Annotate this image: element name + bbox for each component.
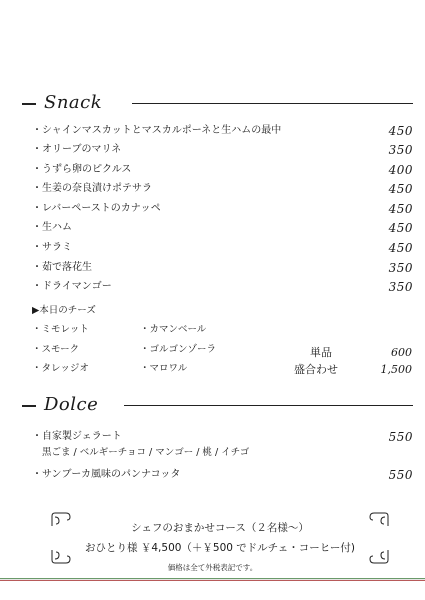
dolce-section-header [22, 394, 413, 418]
cheese-item: ・ミモレット [32, 324, 89, 335]
item-price: 400 [388, 163, 413, 177]
gelato-flavors: 黒ごま / ベルギーチョコ / マンゴー / 桃 / イチゴ [42, 447, 250, 458]
item-name: ・うずら卵のピクルス [32, 164, 132, 175]
snack-section-header [22, 92, 413, 116]
cheese-assort-label: 盛合わせ [294, 363, 338, 376]
menu-item [32, 279, 413, 295]
tax-note: 価格は全て外税表記です。 [167, 563, 258, 572]
header-dash [22, 405, 36, 407]
item-price: 450 [388, 182, 413, 196]
item-name: ・自家製ジェラート [32, 431, 122, 442]
item-name: ・茹で落花生 [32, 262, 92, 273]
cheese-assort-price: 1,500 [380, 363, 412, 376]
item-name: ・シャインマスカットとマスカルポーネと生ハムの最中 [32, 125, 282, 136]
snack-title: Snack [44, 92, 103, 113]
course-price: おひとり様 ￥4,500（＋￥500 でドルチェ・コーヒー付) [85, 542, 355, 554]
cheese-item: ・マロワル [140, 363, 188, 374]
item-name: ・オリーブのマリネ [32, 144, 122, 155]
item-name: ・サラミ [32, 242, 72, 253]
item-price: 450 [388, 241, 413, 255]
cheese-item: ・スモーク [32, 344, 80, 355]
item-price: 350 [388, 261, 413, 275]
menu-item [32, 240, 413, 256]
item-name: ・ドライマンゴー [32, 281, 112, 292]
header-rule [132, 103, 413, 104]
item-price: 350 [388, 143, 413, 157]
item-price: 550 [388, 468, 413, 482]
dolce-title: Dolce [44, 394, 99, 415]
menu-item [32, 220, 413, 236]
menu-item [32, 260, 413, 276]
item-price: 450 [388, 202, 413, 216]
cheese-heading: ▶本日のチーズ [32, 305, 96, 316]
item-name: ・生ハム [32, 222, 72, 233]
item-price: 550 [388, 430, 413, 444]
cheese-item: ・カマンベール [140, 324, 207, 335]
course-title: シェフのおまかせコース（２名様～） [131, 522, 309, 534]
cheese-single-price: 600 [391, 346, 412, 359]
item-name: ・レバーペーストのカナッペ [32, 203, 161, 214]
cheese-item: ・タレッジオ [32, 363, 89, 374]
menu-item [32, 429, 413, 445]
menu-item [32, 162, 413, 178]
course-box [50, 512, 390, 564]
cheese-item: ・ゴルゴンゾーラ [140, 344, 217, 355]
bottom-stripe [0, 578, 425, 581]
header-dash [22, 103, 36, 105]
item-name: ・生姜の奈良漬けポテサラ [32, 183, 152, 194]
menu-item [32, 123, 413, 139]
menu-item [32, 181, 413, 197]
header-rule [124, 405, 413, 406]
menu-item [32, 142, 413, 158]
item-name: ・サンブーカ風味のパンナコッタ [32, 469, 181, 480]
item-price: 450 [388, 221, 413, 235]
menu-item [32, 201, 413, 217]
cheese-single-label: 単品 [310, 346, 332, 359]
item-price: 350 [388, 280, 413, 294]
menu-item [32, 467, 413, 483]
item-price: 450 [388, 124, 413, 138]
